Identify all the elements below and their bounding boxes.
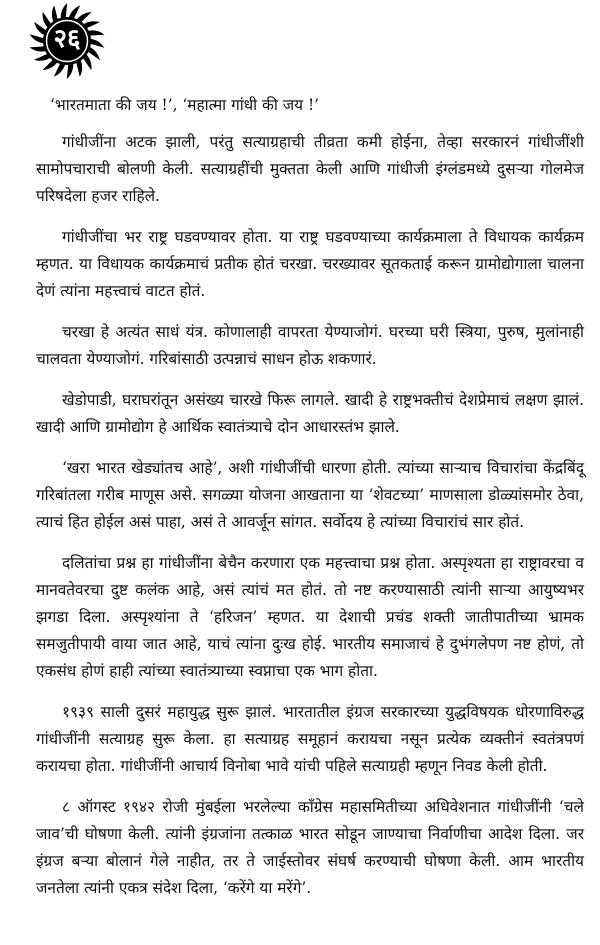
paragraph-slogan: ‘भारतमाता की जय !’, ‘महात्मा गांधी की जय !’ — [50, 96, 320, 114]
paragraph: ८ ऑगस्ट १९४२ रोजी मुंबईला भरलेल्या काँग्रेस महासमितीच्या अधिवेशनात गांधीजींनी ‘चले जाव’ची घोषणा केली. त्यांनी इंग्रजांना तत्काळ भारत सोडून जाण्याचा निर्वाणीचा आदेश दिला. जर इंग्रज बऱ्या बोलानं गेले नाहीत, तर ते जाईस्तोवर संघर्ष करण्याची घोषणा केली. आम भारतीय जनतेला त्यांनी एकत्र संदेश दिला, ‘करेंगे या मरेंगे’. — [36, 798, 584, 897]
paragraph: १९३९ साली दुसरं महायुद्ध सुरू झालं. भारतातील इंग्रज सरकारच्या युद्धविषयक धोरणाविरुद्ध गांधीजींनी सत्याग्रह सुरू केला. हा सत्याग्रह समूहानं करायचा नसून प्रत्येक व्यक्तीनं स्वतंत्रपणं करायचा होता. गांधीजींनी आचार्य विनोबा भावे यांची पहिले सत्याग्रही म्हणून निवड केली होती. — [36, 703, 584, 775]
page-body — [36, 92, 584, 916]
paragraph: गांधीजींना अटक झाली, परंतु सत्याग्रहाची तीव्रता कमी होईना, तेव्हा सरकारनं गांधीजींशी सामोपचाराची बोलणी केली. सत्याग्रहींची मुक्तता केली आणि गांधीजी इंग्लंडमध्ये दुसऱ्या गोलमेज परिषदेला हजर राहिले. — [36, 133, 584, 205]
chapter-number: २६ — [53, 24, 81, 54]
paragraph: चरखा हे अत्यंत साधं यंत्र. कोणालाही वापरता येण्याजोगं. घरच्या घरी स्त्रिया, पुरुष, मुलांनाही चालवता येण्याजोगं. गरिबांसाठी उत्पन्नाचं साधन होऊ शकणारं. — [36, 323, 584, 368]
paragraph: खेडोपाडी, घराघरांतून असंख्य चारखे फिरू लागले. खादी हे राष्ट्रभक्तीचं देशप्रेमाचं लक्षण झालं. खादी आणि ग्रामोद्योग हे आर्थिक स्वातंत्र्याचे दोन आधारस्तंभ झाले. — [36, 391, 584, 436]
paragraph: गांधीजींचा भर राष्ट्र घडवण्यावर होता. या राष्ट्र घडवण्याच्या कार्यक्रमाला ते विधायक कार्यक्रम म्हणत. या विधायक कार्यक्रमाचं प्रतीक होतं चरखा. चरख्यावर सूतकताई करून ग्रामोद्योगाला चालना देणं त्यांना महत्त्वाचं वाटत होतं. — [36, 228, 584, 300]
chapter-badge — [18, 0, 116, 82]
paragraph: दलितांचा प्रश्न हा गांधीजींना बेचैन करणारा एक महत्त्वाचा प्रश्न होता. अस्पृश्यता हा राष्ट्रावरचा व मानवतेवरचा दुष्ट कलंक आहे, असं त्यांचं मत होतं. तो नष्ट करण्यासाठी त्यांनी साऱ्या आयुष्यभर झगडा दिला. अस्पृश्यांना ते ‘हरिजन’ म्हणत. या देशाची प्रचंड शक्ती जातीपातीच्या भ्रामक समजुतीपायी वाया जात आहे, याचं त्यांना दुःख होई. भारतीय समाजाचं हे दुभंगलेपण नष्ट होणं, तो एकसंध होणं हाही त्यांच्या स्वातंत्र्याच्या स्वप्नाचा एक भाग होता. — [36, 554, 584, 680]
paragraph: ‘खरा भारत खेड्यांतच आहे’, अशी गांधीजींची धारणा होती. त्यांच्या साऱ्याच विचारांचा केंद्रबिंदू गरिबांतला गरीब माणूस असे. सगळ्या योजना आखताना या ‘शेवटच्या’ माणसाला डोळ्यांसमोर ठेवा, त्याचं हित होईल असं पाहा, असं ते आवर्जून सांगत. सर्वोदय हे त्यांच्या विचारांचं सार होतं. — [36, 459, 584, 531]
